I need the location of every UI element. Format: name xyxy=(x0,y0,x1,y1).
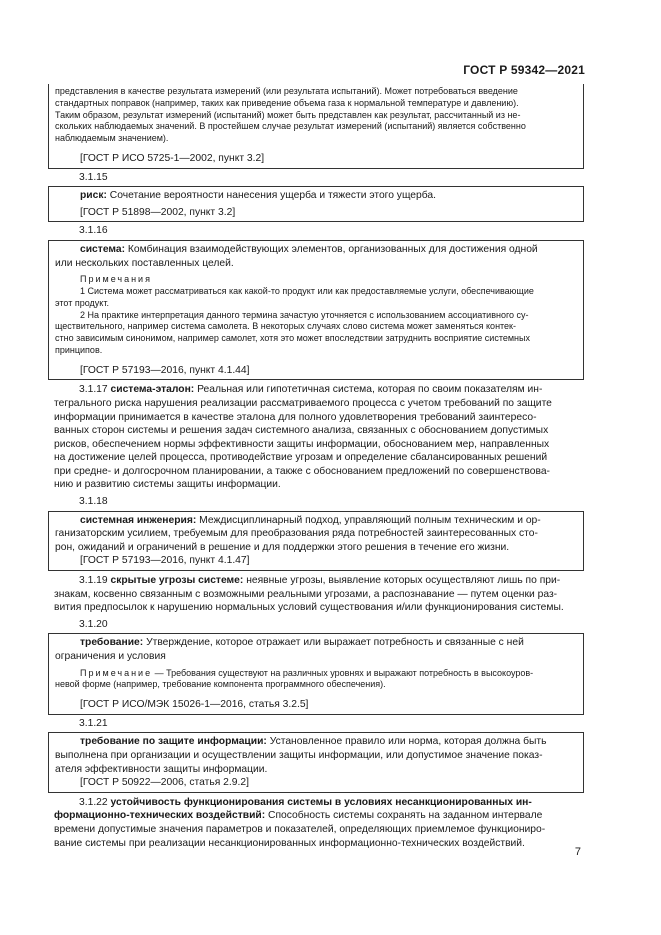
term: скрытые угрозы системе: xyxy=(110,575,244,587)
source-reference: [ГОСТ Р 50922—2006, статья 2.9.2] xyxy=(80,777,249,789)
source-reference: [ГОСТ Р 57193—2016, пункт 4.1.47] xyxy=(80,555,250,567)
text-line: на достижение целей процесса, противодействие угрозам и определение сбалансированных решений xyxy=(54,452,548,464)
definition-line: Комбинация взаимодействующих элементов, организованных для достижения одной xyxy=(125,243,538,255)
text-line: стандартных поправок (например, таких как приведение объема газа к нормальной температуре и давлению). xyxy=(55,97,519,108)
clause-number: 3.1.17 xyxy=(79,384,108,396)
term: требование по защите информации: xyxy=(80,736,267,748)
document-body xyxy=(48,84,584,853)
term: система: xyxy=(80,243,126,255)
text-line: неявные угрозы, выявление которых осуществляют лишь по при- xyxy=(243,575,561,587)
note-line: невой форме (например, требование компонента программного обеспечения). xyxy=(55,679,386,690)
source-reference: [ГОСТ Р 57193—2016, пункт 4.1.44] xyxy=(80,364,250,376)
clause-number: 3.1.18 xyxy=(79,496,108,508)
text-line: Установленное правило или норма, которая должна быть xyxy=(266,736,547,748)
definition-free-3-1-19 xyxy=(48,571,584,618)
text-line: наблюдаемым значением). xyxy=(55,133,169,144)
note-line: принципов. xyxy=(55,344,103,355)
text-line: скольких наблюдаемых значений. В простейшем случае результат измерений (испытаний) является собственно xyxy=(55,121,526,132)
definition: Сочетание вероятности нанесения ущерба и тяжести этого ущерба. xyxy=(106,190,437,202)
text-line: времени допустимые значения параметров и показателей, определяющих приемлемое функциониро- xyxy=(54,823,546,835)
definition-box-info-security-requirement xyxy=(48,732,584,792)
text-line: рисков, обеспечением нормы эффективности защиты информации, обоснованием мер, направленных xyxy=(54,438,550,450)
definition-box-systems-engineering xyxy=(48,511,584,571)
term-line: формационно-технических воздействий: xyxy=(54,810,266,822)
definition-box-system xyxy=(48,240,584,380)
clause-number: 3.1.21 xyxy=(79,717,108,729)
clause-number: 3.1.22 xyxy=(79,796,108,808)
term: система-эталон: xyxy=(110,384,195,396)
definition-line: Утверждение, которое отражает или выражает потребность и связанные с ней xyxy=(143,637,524,649)
clause-number: 3.1.19 xyxy=(79,575,108,587)
standard-code: ГОСТ Р 59342—2021 xyxy=(463,63,585,77)
note-title: Примечание xyxy=(80,667,153,678)
note-line: этот продукт. xyxy=(55,297,109,308)
term: риск: xyxy=(80,190,107,202)
text-line: Таким образом, результат измерений (испытаний) может быть представлен как результат, рассчитанный из не- xyxy=(55,109,521,120)
text-line: представления в качестве результата измерений (или результата испытаний). Может потребоваться введение xyxy=(55,86,518,96)
clause-number: 3.1.15 xyxy=(79,171,108,183)
definition-free-3-1-22 xyxy=(48,793,584,853)
clause-number: 3.1.20 xyxy=(79,618,108,630)
text-line: знакам, косвенно связанным с возможными реальными угрозами, а распознавание — путем оценки раз- xyxy=(54,588,558,600)
source-reference: [ГОСТ Р ИСО/МЭК 15026-1—2016, статья 3.2.5] xyxy=(80,699,309,711)
definition-box-continuation xyxy=(48,84,584,169)
text-line: Реальная или гипотетичная система, которая по своим показателям ин- xyxy=(194,384,543,396)
definition-free-3-1-17 xyxy=(48,380,584,495)
text-line: тегрального риска нарушения реализации рассматриваемого процесса с учетом требований по защите xyxy=(54,397,552,409)
definition-line: или нескольких поставленных целей. xyxy=(55,257,234,269)
note-line: 1 Система может рассматриваться как какой-то продукт или как предоставляемые услуги, обеспечивающие xyxy=(80,285,534,296)
text-line: ванных сторон системы и решения задач системного анализа, связанных с обоснованием допустимых xyxy=(54,425,549,437)
definition-box-risk xyxy=(48,186,584,222)
text-line: при средне- и долгосрочном планировании, а также с обоснованием предложений по совершенствова- xyxy=(54,465,550,477)
text-line: рон, ожиданий и ограничений в решение и для поддержки этого решения в течение его жизни. xyxy=(55,541,510,553)
text-line: информации принимается в качестве эталона для полного удовлетворения требований заинтересо- xyxy=(54,411,537,423)
note-line: 2 На практике интерпретация данного термина зачастую уточняется с использованием ассоциативного су- xyxy=(80,309,529,320)
definition-line: ограничения и условия xyxy=(55,651,166,662)
text-line: нию и развитию системы защиты информации. xyxy=(54,479,281,491)
text-line: Способность системы сохранять на заданном интервале xyxy=(265,810,543,822)
clause-number: 3.1.16 xyxy=(79,225,108,237)
source-reference: [ГОСТ Р ИСО 5725-1—2002, пункт 3.2] xyxy=(80,152,265,164)
text-line: ателя эффективности защиты информации. xyxy=(55,763,268,775)
term: системная инженерия: xyxy=(80,514,197,526)
term: требование: xyxy=(80,637,144,649)
text-line: вание системы при реализации несанкционированных информационно-технических воздействий. xyxy=(54,837,525,849)
text-line: вития предпосылок к нарушению нормальных условий существования и/или функционирования системы. xyxy=(54,602,564,614)
definition-box-requirement xyxy=(48,633,584,714)
text-line: выполнена при организации и осуществлении защиты информации, или допустимое значение показ- xyxy=(55,749,543,761)
source-reference: [ГОСТ Р 51898—2002, пункт 3.2] xyxy=(80,206,236,218)
page-number: 7 xyxy=(574,846,581,858)
text-line: ганизаторским усилием, требуемым для преобразования ряда потребностей заинтересованных сто- xyxy=(55,528,538,540)
note-line: ществительного, например система самолета. В некоторых случаях слово система может заменяться контек- xyxy=(55,321,516,332)
notes-title: Примечания xyxy=(80,274,152,285)
term-line: устойчивость функционирования системы в условиях несанкционированных ин- xyxy=(110,796,532,808)
note-line: стно зависимым синонимом, например самолет, хотя это может впоследствии затруднить восприятие системных xyxy=(55,333,530,344)
note-line: — Требования существуют на различных уровнях и выражают потребность в высокоуров- xyxy=(152,667,534,678)
continued-text xyxy=(55,86,577,145)
text-line: Междисциплинарный подход, управляющий полным техническим и ор- xyxy=(196,514,541,526)
